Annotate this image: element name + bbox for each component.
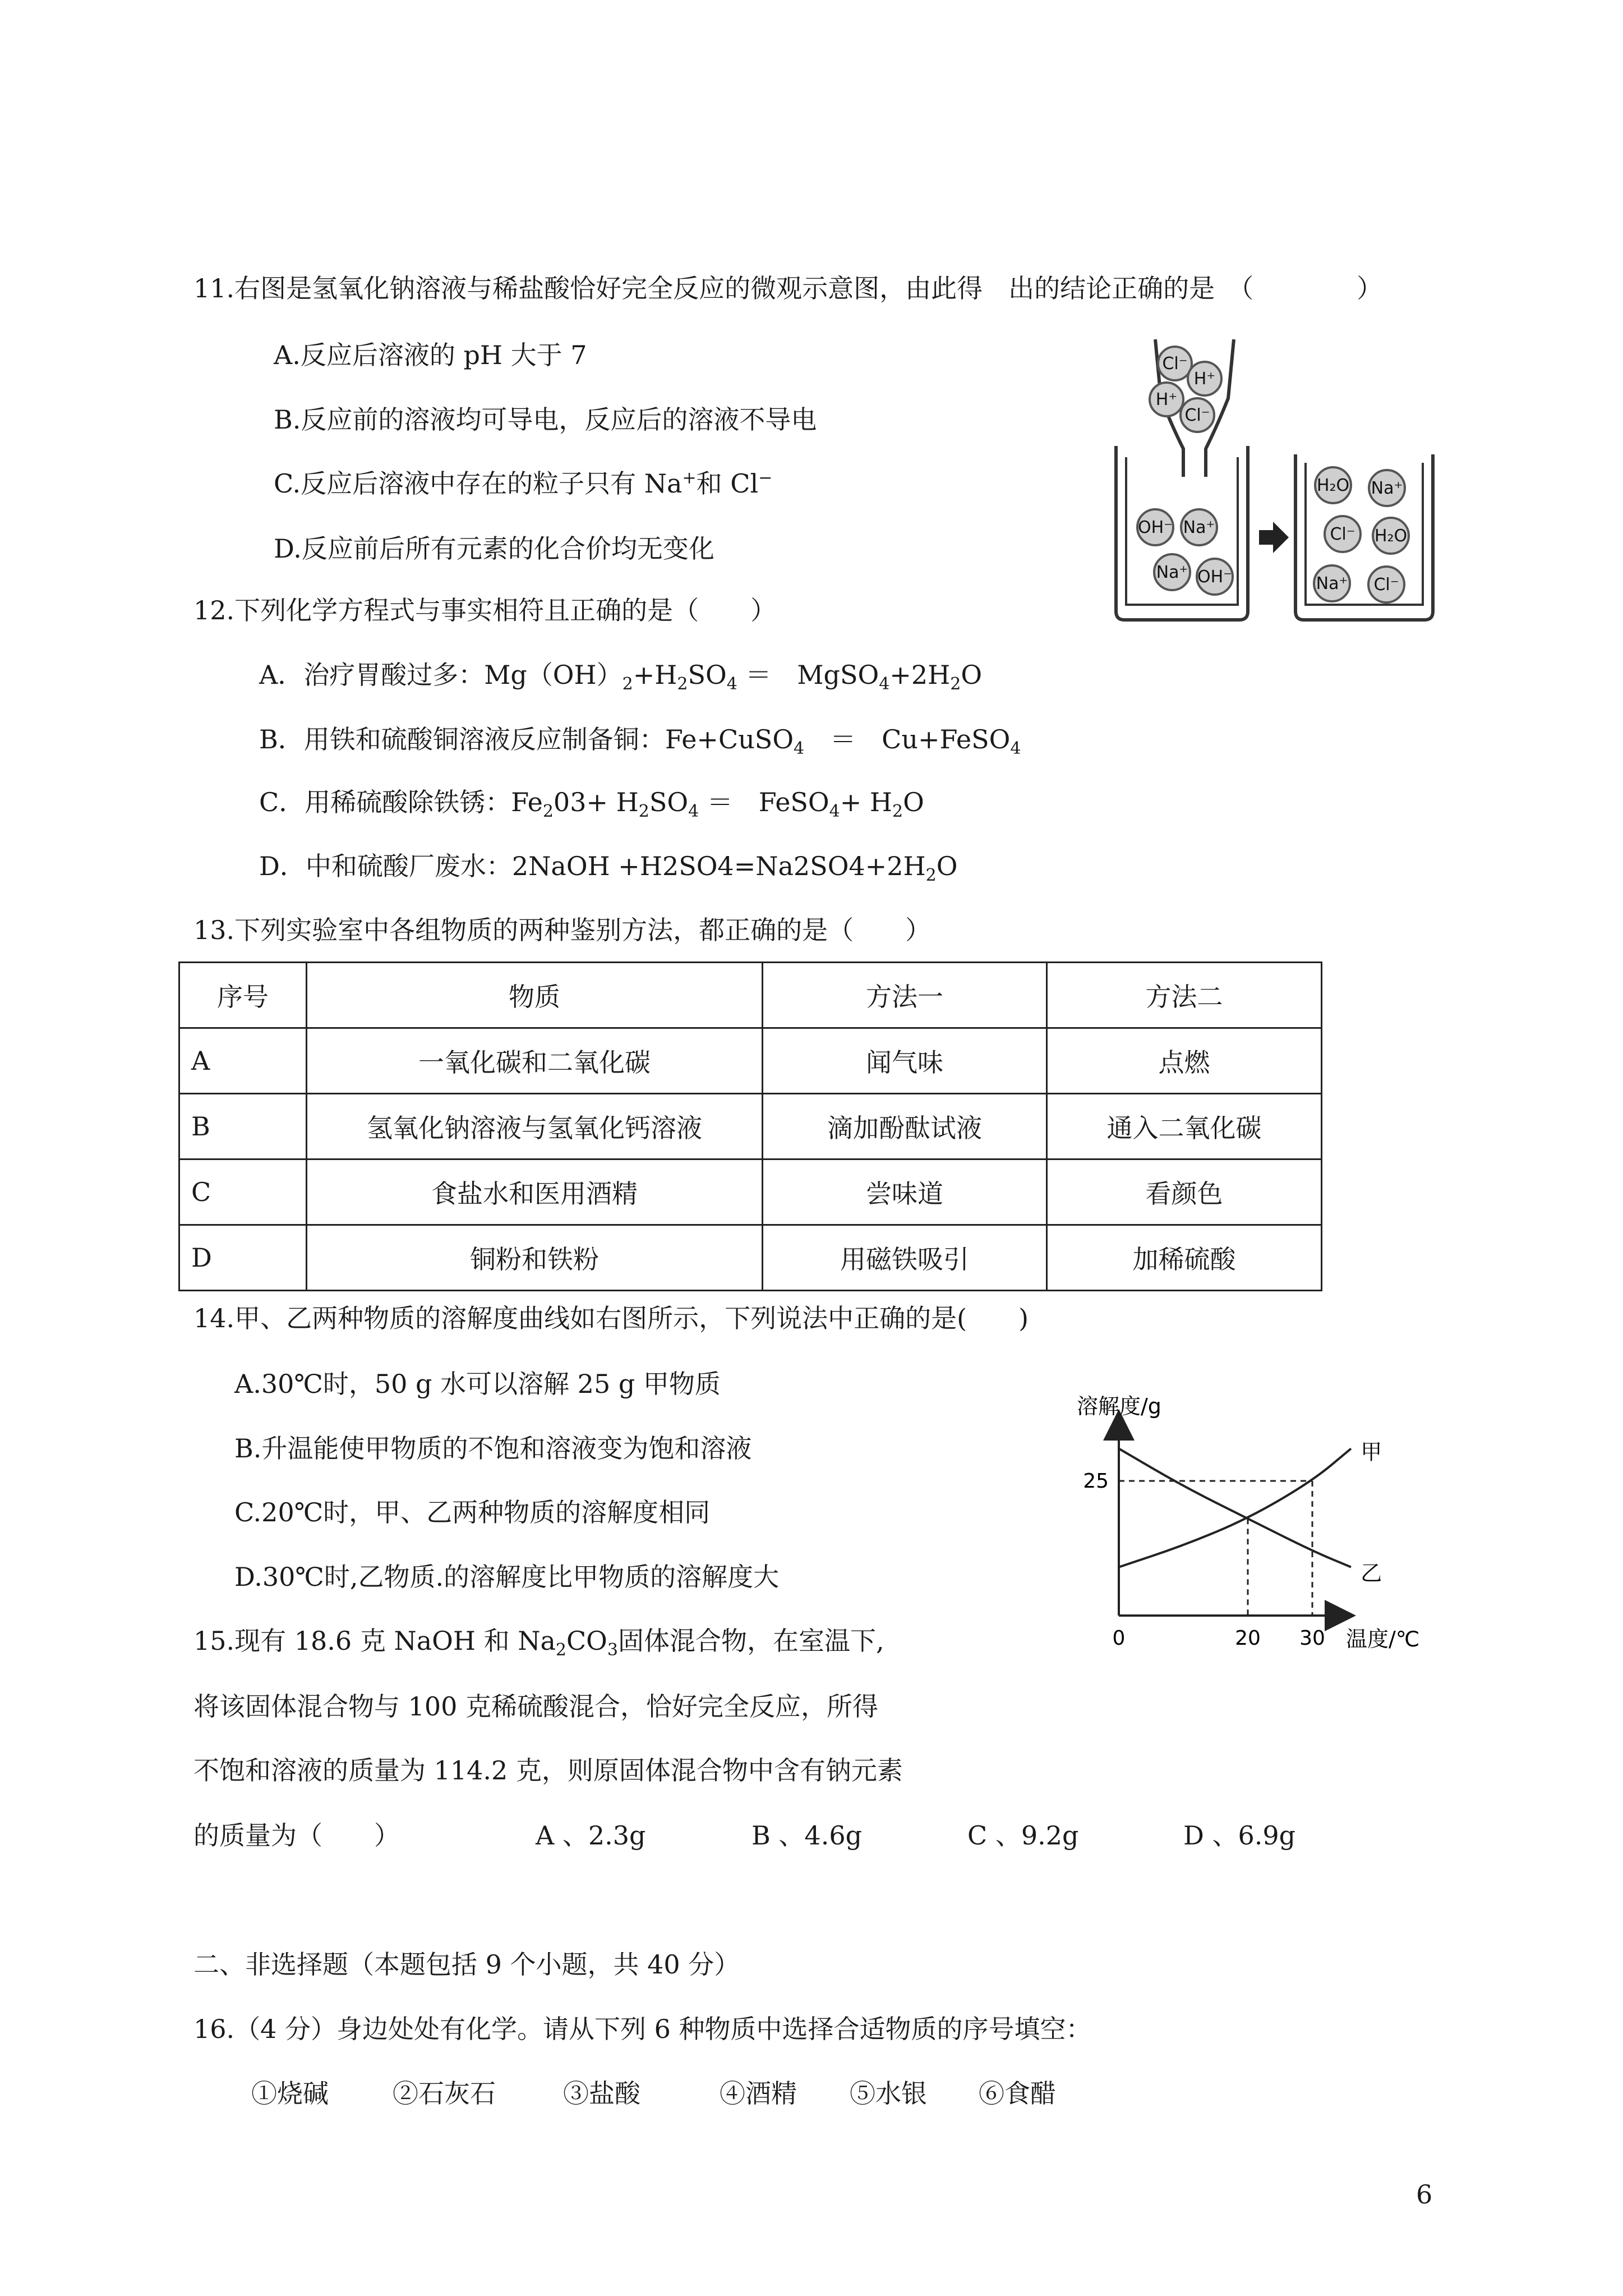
- table-cell: A: [179, 1028, 307, 1094]
- table-cell: 氢氧化钠溶液与氢氧化钙溶液: [307, 1094, 763, 1159]
- table-row: [179, 1028, 1322, 1094]
- q12-option-a: A．治疗胃酸过多：$Mg(OH)_2+H_2SO_4$ ＝ $MgSO_4+2H_2O$: [259, 660, 983, 694]
- q15-option-d: D 、6.9g: [1183, 1820, 1296, 1851]
- series-line-jia: [1119, 1448, 1351, 1567]
- q14-option-b: B.升温能使甲物质的不饱和溶液变为饱和溶液: [234, 1433, 752, 1464]
- ion-label: Na⁺: [1156, 563, 1188, 582]
- ion-label: H⁺: [1155, 390, 1178, 409]
- q12-stem: 12.下列化学方程式与事实相符且正确的是（ ）: [193, 595, 777, 625]
- ion-label: Cl⁻: [1184, 406, 1210, 425]
- table-cell: C: [179, 1159, 307, 1225]
- table-cell: 加稀硫酸: [1047, 1225, 1322, 1291]
- q16-stem: 16.（4 分）身边处处有化学。请从下列 6 种物质中选择合适物质的序号填空：: [193, 2014, 1092, 2044]
- table-cell: 铜粉和铁粉: [307, 1225, 763, 1291]
- q11-option-c: C.反应后溶液中存在的粒子只有 Na+和 Cl−: [274, 468, 773, 499]
- ion-label: H₂O: [1316, 476, 1350, 495]
- q15-option-b: B 、4.6g: [751, 1820, 863, 1851]
- q15-line1: 15.现有 18.6 克 NaOH 和 $Na_2CO_3$固体混合物，在室温下,: [193, 1626, 884, 1660]
- q11-reaction-diagram: [1110, 337, 1447, 628]
- table-row: [179, 1225, 1322, 1291]
- q11-stem: 11.右图是氢氧化钠溶液与稀盐酸恰好完全反应的微观示意图，由此得 出的结论正确的是 （ ）: [193, 273, 1383, 303]
- series-label-jia: 甲: [1361, 1439, 1382, 1465]
- q12-option-d: D．中和硫酸厂废水：2NaOH $+H2SO4=Na2SO4+2H_2O$: [259, 851, 958, 886]
- q16-item: ③盐酸: [563, 2078, 640, 2109]
- page-number: 6: [1416, 2179, 1433, 2210]
- ion-label: Na⁺: [1183, 518, 1215, 537]
- q11-option-a: A.反应后溶液的 pH 大于 7: [274, 340, 587, 370]
- x-tick-label: 0: [1112, 1627, 1126, 1650]
- q16-item: ⑤水银: [850, 2078, 927, 2109]
- q13-stem: 13.下列实验室中各组物质的两种鉴别方法，都正确的是（ ）: [193, 915, 932, 945]
- series-line-yi: [1119, 1448, 1351, 1567]
- q16-item: ⑥食醋: [979, 2078, 1056, 2109]
- q11-option-d: D.反应前后所有元素的化合价均无变化: [274, 533, 714, 564]
- q16-item: ②石灰石: [393, 2078, 496, 2109]
- q15-option-c: C 、9.2g: [967, 1820, 1079, 1851]
- q14-stem: 14.甲、乙两种物质的溶解度曲线如右图所示，下列说法中正确的是( ): [193, 1303, 1029, 1333]
- q15-line2: 将该固体混合物与 100 克稀硫酸混合，恰好完全反应，所得: [193, 1691, 879, 1722]
- q15-line4: 的质量为（ ）: [193, 1820, 400, 1851]
- table-header: 方法一: [763, 963, 1047, 1028]
- table-header: 方法二: [1047, 963, 1322, 1028]
- table-header-row: [179, 963, 1322, 1028]
- table-cell: 用磁铁吸引: [763, 1225, 1047, 1291]
- table-cell: 一氧化碳和二氧化碳: [307, 1028, 763, 1094]
- q15-option-a: A 、2.3g: [536, 1820, 646, 1851]
- q16-item: ④酒精: [720, 2078, 797, 2109]
- table-header: 物质: [307, 963, 763, 1028]
- q15-line3: 不饱和溶液的质量为 114.2 克，则原固体混合物中含有钠元素: [193, 1755, 903, 1786]
- q13-table: [178, 961, 1322, 1291]
- series-label-yi: 乙: [1361, 1561, 1382, 1586]
- table-cell: 滴加酚酞试液: [763, 1094, 1047, 1159]
- ion-label: OH⁻: [1137, 518, 1173, 537]
- table-header: 序号: [179, 963, 307, 1028]
- table-row: [179, 1159, 1322, 1225]
- y-tick-label: 25: [1083, 1470, 1109, 1493]
- ion-label: Cl⁻: [1330, 524, 1355, 544]
- x-axis-label: 温度/℃: [1346, 1627, 1420, 1651]
- x-tick-label: 20: [1235, 1627, 1261, 1650]
- q16-item: ①烧碱: [251, 2078, 329, 2109]
- section-heading: 二、非选择题（本题包括 9 个小题，共 40 分）: [193, 1949, 740, 1980]
- q11-option-b: B.反应前的溶液均可导电，反应后的溶液不导电: [274, 404, 817, 435]
- ion-label: OH⁻: [1197, 567, 1233, 587]
- ion-label: Na⁺: [1371, 478, 1403, 498]
- q12-option-c: C．用稀硫酸除铁锈：$Fe_203+ H_2SO_4$ ＝ FeSO$_4$+ $H_2O$: [259, 787, 924, 822]
- table-cell: 点燃: [1047, 1028, 1322, 1094]
- ion-label: H₂O: [1374, 526, 1408, 546]
- table-cell: D: [179, 1225, 307, 1291]
- x-tick-label: 30: [1299, 1627, 1325, 1650]
- q14-option-d: D.30℃时,乙物质.的溶解度比甲物质的溶解度大: [234, 1562, 780, 1592]
- table-cell: 通入二氧化碳: [1047, 1094, 1322, 1159]
- ion-label: Cl⁻: [1162, 354, 1188, 374]
- y-axis-label: 溶解度/g: [1077, 1394, 1161, 1419]
- ion-label: Na⁺: [1316, 574, 1348, 593]
- table-cell: 看颜色: [1047, 1159, 1322, 1225]
- q12-option-b: B．用铁和硫酸铜溶液反应制备铜：Fe+CuSO$_4$ ＝ Cu+FeSO$_4$: [259, 724, 1021, 759]
- q14-option-a: A.30℃时，50 g 水可以溶解 25 g 甲物质: [234, 1369, 721, 1399]
- table-cell: B: [179, 1094, 307, 1159]
- ion-label: H⁺: [1193, 369, 1216, 389]
- table-cell: 闻气味: [763, 1028, 1047, 1094]
- table-cell: 尝味道: [763, 1159, 1047, 1225]
- q14-solubility-chart: [1066, 1391, 1436, 1660]
- table-row: [179, 1094, 1322, 1159]
- q14-option-c: C.20℃时，甲、乙两种物质的溶解度相同: [234, 1497, 711, 1527]
- table-cell: 食盐水和医用酒精: [307, 1159, 763, 1225]
- ion-label: Cl⁻: [1373, 575, 1399, 595]
